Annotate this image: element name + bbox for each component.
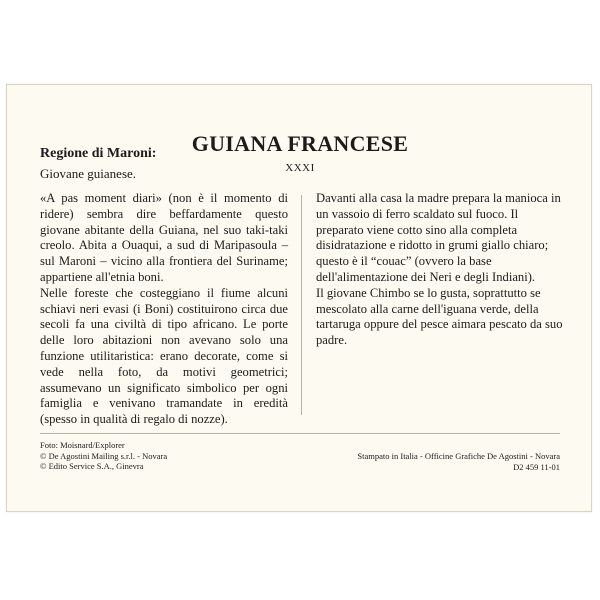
product-code: D2 459 11-01: [513, 461, 560, 472]
credit-edito: © Edito Service S.A., Ginevra: [40, 461, 144, 472]
printer-line: Stampato in Italia - Officine Grafiche De Agostini - Novara: [357, 451, 560, 461]
footer-divider: [40, 433, 560, 434]
card-title: GUIANA FRANCESE: [191, 131, 409, 156]
photo-subtitle: Giovane guianese.: [40, 166, 137, 181]
left-paragraph-1: «A pas moment diari» (non è il momento di ridere) sembra dire beffardamente questo giovane abitante della Guiana, nel suo taki-taki creolo. Abita a Ouaqui, a sud di Maripasoula – sul Maroni – vicino alla frontiera del Suriname; appartiene all'etnia boni.: [40, 191, 288, 284]
right-paragraph-1: Davanti alla casa la madre prepara la manioca in un vassoio di ferro scaldato sul fuoco. Il preparato viene cotto sino alla completa disidratazione e ridotto in grumi giallo chiaro; questo è il “couac” (ovvero la base dell'alimentazione dei Neri e degli Indiani).: [316, 191, 561, 284]
credit-photo: Foto: Moisnard/Explorer: [40, 440, 125, 450]
right-paragraph-2: Il giovane Chimbo se lo gusta, soprattutto se mescolato alla carne dell'iguana verde, della tartaruga oppure del pesce aimara pescato da suo padre.: [316, 285, 563, 348]
credit-mailing: © De Agostini Mailing s.r.l. - Novara: [40, 450, 168, 461]
region-heading: Regione di Maroni:: [40, 146, 157, 161]
left-paragraph-2: Nelle foreste che costeggiano il fiume alcuni schiavi neri evasi (i Boni) costituirono circa due secoli fa una civiltà di tipo africano. Le porte delle loro abitazioni non avevano solo una funzione utilitaristica: erano decorate, come si vede nella foto, da motivi geometrici; assumevano un significato simbolico per ogni famiglia e venivano tramandate in eredità (spesso in qualità di regalo di nozze).: [40, 285, 288, 427]
printer-info: [357, 451, 560, 472]
card-number: XXXI: [285, 162, 315, 174]
right-column: [316, 191, 564, 349]
left-column: [40, 191, 288, 428]
photo-credits: [40, 440, 167, 472]
column-divider: [301, 195, 302, 415]
